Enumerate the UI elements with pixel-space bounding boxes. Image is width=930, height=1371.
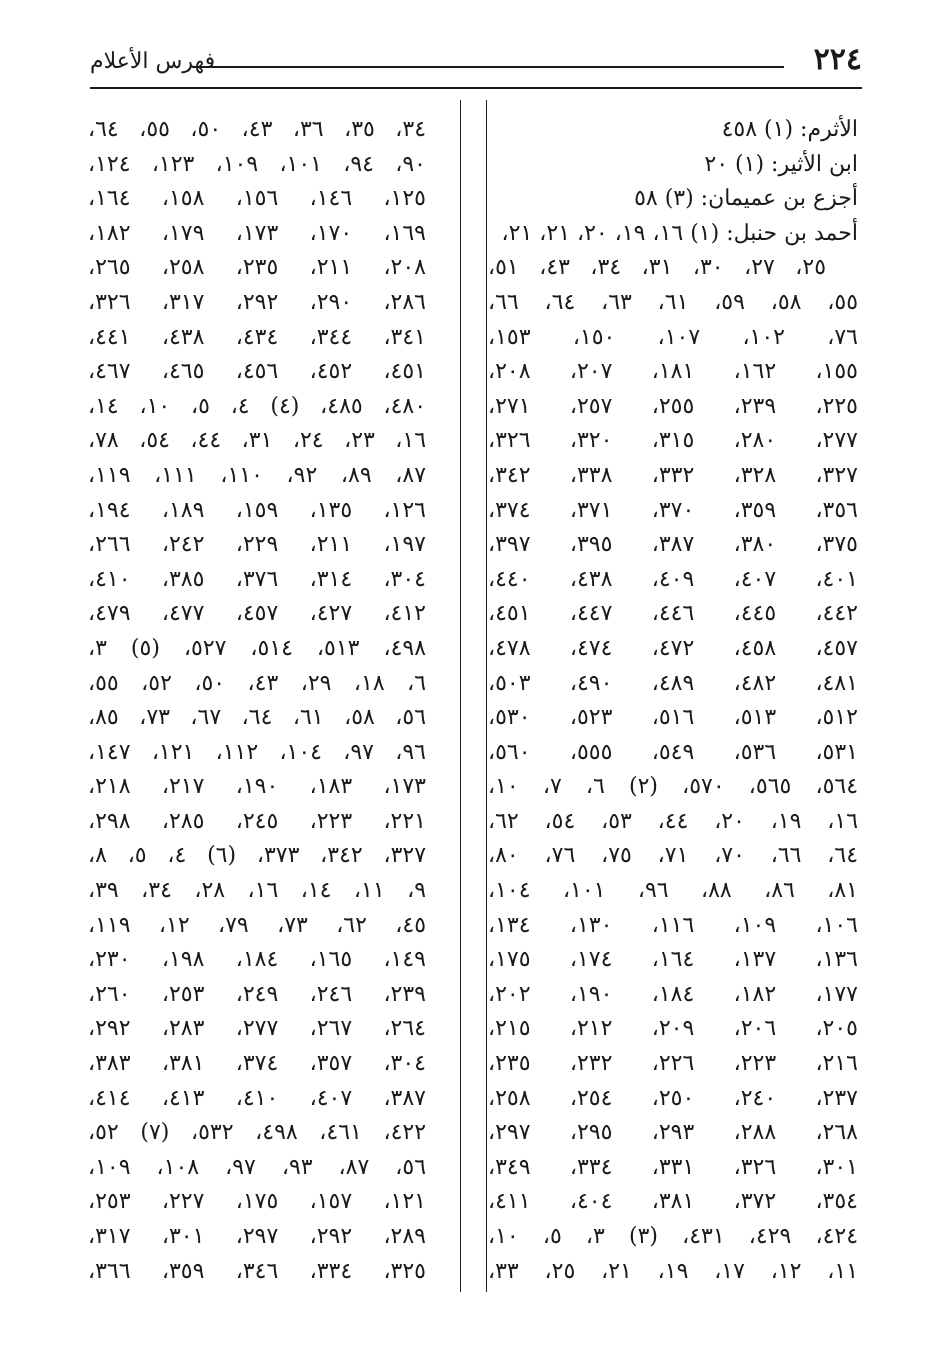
index-entry-continuation: ٢٢٥، ٢٣٩، ٢٥٥، ٢٥٧، ٢٧١، bbox=[488, 393, 858, 419]
index-entry-continuation: ٤٥، ٦٢، ٧٣، ٧٩، ١٢، ١١٩، bbox=[88, 912, 426, 938]
index-entry-continuation: ٣٢٥، ٣٣٤، ٣٤٦، ٣٥٩، ٣٦٦، bbox=[88, 1258, 426, 1284]
column-divider-right-line bbox=[486, 100, 487, 1292]
index-entry: الأثرم: (١) ٤٥٨ bbox=[721, 117, 858, 142]
page-number: ٢٢٤ bbox=[813, 42, 862, 77]
index-entry-continuation: ٤٢٤، ٤٢٩، ٤٣١، (٣) ٣، ٥، ١٠، bbox=[488, 1224, 858, 1249]
index-entry-continuation: ٨٧، ٨٩، ٩٢، ١١٠، ١١١، ١١٩، bbox=[88, 462, 426, 488]
index-entry-continuation: ١٩٧، ٢١١، ٢٢٩، ٢٤٢، ٢٦٦، bbox=[88, 532, 426, 558]
index-entry-continuation: ١٦، ٢٣، ٢٤، ٣١، ٤٤، ٥٤، ٧٨، bbox=[88, 428, 426, 454]
index-entry-continuation: ٣٤، ٣٥، ٣٦، ٤٣، ٥٠، ٥٥، ٦٤، bbox=[88, 117, 426, 142]
index-entry-continuation: ٩٦، ٩٧، ١٠٤، ١١٢، ١٢١، ١٤٧، bbox=[88, 739, 426, 765]
index-entry-continuation: ٣٠١، ٣٢٦، ٣٣١، ٣٣٤، ٣٤٩، bbox=[488, 1154, 858, 1180]
index-entry-continuation: ٥٦٤، ٥٦٥، ٥٧٠، (٢) ٦، ٧، ١٠، bbox=[488, 774, 858, 800]
index-entry-continuation: ٢٧٧، ٢٨٠، ٣١٥، ٣٢٠، ٣٢٦، bbox=[488, 428, 858, 454]
index-entry-continuation: ٤٤٢، ٤٤٥، ٤٤٦، ٤٤٧، ٤٥١، bbox=[488, 601, 858, 627]
index-entry-continuation: ٢٠٥، ٢٠٦، ٢٠٩، ٢١٢، ٢١٥، bbox=[488, 1016, 858, 1042]
index-entry-continuation: ٣٧٥، ٣٨٠، ٣٨٧، ٣٩٥، ٣٩٧، bbox=[488, 532, 858, 558]
index-entry-continuation: ٥٦، ٨٧، ٩٣، ٩٧، ١٠٨، ١٠٩، bbox=[88, 1154, 426, 1180]
index-entry-continuation: ٢٦٨، ٢٨٨، ٢٩٣، ٢٩٥، ٢٩٧، bbox=[488, 1120, 858, 1146]
index-entry-continuation: ٤٨٠، ٤٨٥، (٤) ٤، ٥، ١٠، ١٤، bbox=[88, 393, 426, 419]
index-entry-continuation: ٤٩٨، ٥١٣، ٥١٤، ٥٢٧، (٥) ٣، bbox=[88, 635, 426, 661]
index-entry-continuation: ٥٥، ٥٨، ٥٩، ٦١، ٦٣، ٦٤، ٦٦، bbox=[488, 289, 858, 315]
index-entry-continuation: ٢٠٨، ٢١١، ٢٣٥، ٢٥٨، ٢٦٥، bbox=[88, 255, 426, 281]
index-entry-continuation: ٥١٢، ٥١٣، ٥١٦، ٥٢٣، ٥٣٠، bbox=[488, 705, 858, 731]
index-entry-continuation: ١٠٦، ١٠٩، ١١٦، ١٣٠، ١٣٤، bbox=[488, 912, 858, 938]
index-entry-continuation: ٤٢٢، ٤٦١، ٤٩٨، ٥٣٢، (٧) ٥٢، bbox=[88, 1120, 426, 1146]
index-entry-continuation: ١٦، ١٩، ٢٠، ٤٤، ٥٣، ٥٤، ٦٢، bbox=[488, 808, 858, 834]
index-entry-continuation: ٢٨٩، ٢٩٢، ٢٩٧، ٣٠١، ٣١٧، bbox=[88, 1224, 426, 1249]
index-entry-continuation: ٥٦، ٥٨، ٦١، ٦٤، ٦٧، ٧٣، ٨٥، bbox=[88, 705, 426, 731]
index-entry-continuation: ٧٦، ١٠٢، ١٠٧، ١٥٠، ١٥٣، bbox=[488, 324, 858, 350]
index-entry-continuation: ٣٤١، ٣٤٤، ٤٣٤، ٤٣٨، ٤٤١، bbox=[88, 324, 426, 350]
index-entry-continuation: ١٧٣، ١٨٣، ١٩٠، ٢١٧، ٢١٨، bbox=[88, 774, 426, 800]
index-entry-continuation: ٣٠٤، ٣١٤، ٣٧٦، ٣٨٥، ٤١٠، bbox=[88, 566, 426, 592]
index-column-right bbox=[488, 113, 858, 1289]
index-entry-continuation: ٩٠، ٩٤، ١٠١، ١٠٩، ١٢٣، ١٢٤، bbox=[88, 151, 426, 177]
index-entry-continuation: ١١، ١٢، ١٧، ١٩، ٢١، ٢٥، ٣٣، bbox=[488, 1258, 858, 1284]
index-entry-continuation: ١٣٦، ١٣٧، ١٦٤، ١٧٤، ١٧٥، bbox=[488, 947, 858, 973]
running-title: فهرس الأعلام bbox=[90, 49, 216, 74]
index-entry-continuation: ٤١٢، ٤٢٧، ٤٥٧، ٤٧٧، ٤٧٩، bbox=[88, 601, 426, 627]
index-entry-continuation: ١٤٩، ١٦٥، ١٨٤، ١٩٨، ٢٣٠، bbox=[88, 947, 426, 973]
index-entry-continuation: ٢٣٩، ٢٤٦، ٢٤٩، ٢٥٣، ٢٦٠، bbox=[88, 981, 426, 1007]
index-column-left bbox=[88, 113, 426, 1289]
index-entry-continuation: ١٥٥، ١٦٢، ١٨١، ٢٠٧، ٢٠٨، bbox=[488, 359, 858, 385]
index-entry-continuation: ٤٥٧، ٤٥٨، ٤٧٢، ٤٧٤، ٤٧٨، bbox=[488, 635, 858, 661]
index-entry-continuation: ١٧٧، ١٨٢، ١٨٤، ١٩٠، ٢٠٢، bbox=[488, 981, 858, 1007]
index-entry-continuation: ٣٢٧، ٣٢٨، ٣٣٢، ٣٣٨، ٣٤٢، bbox=[488, 462, 858, 488]
header-rule bbox=[90, 87, 862, 89]
index-entry-continuation: ٥٣١، ٥٣٦، ٥٤٩، ٥٥٥، ٥٦٠، bbox=[488, 739, 858, 765]
index-entry-continuation: ٢٢١، ٢٢٣، ٢٤٥، ٢٨٥، ٢٩٨، bbox=[88, 808, 426, 834]
index-entry-continuation: ٣٢٧، ٣٤٢، ٣٧٣، (٦) ٤، ٥، ٨، bbox=[88, 843, 426, 869]
index-entry-continuation: ٣٥٤، ٣٧٢، ٣٨١، ٤٠٤، ٤١١، bbox=[488, 1189, 858, 1215]
index-entry-continuation: ٣٠٤، ٣٥٧، ٣٧٤، ٣٨١، ٣٨٣، bbox=[88, 1051, 426, 1077]
index-entry-continuation: ٦٤، ٦٦، ٧٠، ٧١، ٧٥، ٧٦، ٨٠، bbox=[488, 843, 858, 869]
index-entry-continuation: ٢٣٧، ٢٤٠، ٢٥٠، ٢٥٤، ٢٥٨، bbox=[488, 1085, 858, 1111]
index-entry: ابن الأثير: (١) ٢٠ bbox=[704, 151, 858, 177]
index-entry-continuation: ١٦٩، ١٧٠، ١٧٣، ١٧٩، ١٨٢، bbox=[88, 220, 426, 246]
index-entry-continuation: ٢٦٤، ٢٦٧، ٢٧٧، ٢٨٣، ٢٩٢، bbox=[88, 1016, 426, 1042]
index-entry-continuation: ١٢٥، ١٤٦، ١٥٦، ١٥٨، ١٦٤، bbox=[88, 186, 426, 212]
index-entry-continuation: ٨١، ٨٦، ٨٨، ٩٦، ١٠١، ١٠٤، bbox=[488, 878, 858, 904]
index-entry-continuation: ٣٥٦، ٣٥٩، ٣٧٠، ٣٧١، ٣٧٤، bbox=[488, 497, 858, 523]
index-entry-continuation: ٢٥، ٢٧، ٣٠، ٣١، ٣٤، ٤٣، ٥١، bbox=[488, 255, 827, 281]
index-entry: أحمد بن حنبل: (١) ١٦، ١٩، ٢٠، ٢١، ٢١، bbox=[501, 220, 858, 246]
header-dash-rule bbox=[202, 66, 784, 68]
index-entry-continuation: ٢١٦، ٢٢٣، ٢٢٦، ٢٣٢، ٢٣٥، bbox=[488, 1051, 858, 1077]
index-entry-continuation: ٢٨٦، ٢٩٠، ٢٩٢، ٣١٧، ٣٢٦، bbox=[88, 289, 426, 315]
index-entry-continuation: ١٢١، ١٥٧، ١٧٥، ٢٢٧، ٢٥٣، bbox=[88, 1189, 426, 1215]
index-entry-continuation: ٤٠١، ٤٠٧، ٤٠٩، ٤٣٨، ٤٤٠، bbox=[488, 566, 858, 592]
index-entry-continuation: ٩، ١١، ١٤، ١٦، ٢٨، ٣٤، ٣٩، bbox=[88, 878, 426, 904]
index-entry-continuation: ٤٥١، ٤٥٢، ٤٥٦، ٤٦٥، ٤٦٧، bbox=[88, 359, 426, 385]
index-entry-continuation: ١٢٦، ١٣٥، ١٥٩، ١٨٩، ١٩٤، bbox=[88, 497, 426, 523]
index-entry-continuation: ٣٨٧، ٤٠٧، ٤١٠، ٤١٣، ٤١٤، bbox=[88, 1085, 426, 1111]
page-header bbox=[90, 40, 862, 90]
index-entry-continuation: ٦، ١٨، ٢٩، ٤٣، ٥٠، ٥٢، ٥٥، bbox=[88, 670, 426, 696]
column-divider-left-line bbox=[460, 100, 461, 1292]
index-entry: أجزع بن عميمان: (٣) ٥٨ bbox=[634, 186, 858, 212]
index-entry-continuation: ٤٨١، ٤٨٢، ٤٨٩، ٤٩٠، ٥٠٣، bbox=[488, 670, 858, 696]
